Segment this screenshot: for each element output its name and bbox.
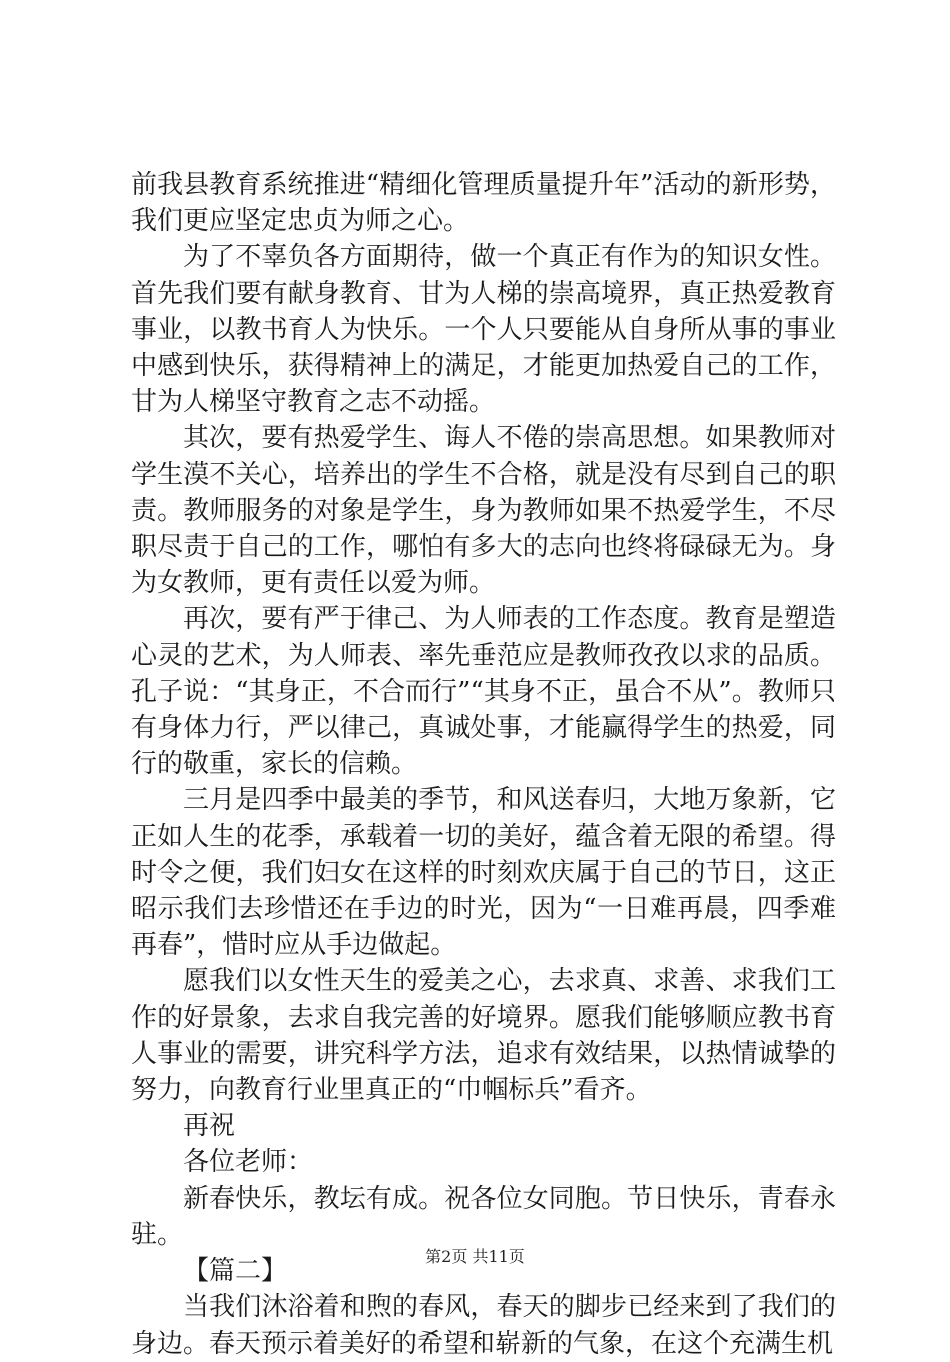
section-heading: 【篇二】 <box>183 1256 288 1287</box>
paragraph-6: 愿我们以女性天生的爱美之心，去求真、求善、求我们工作的好景象，去求自我完善的好境界。愿我们能够顺应教书育人事业的需要，讲究科学方法，追求有效结果，以热情诚挚的努力，向教育行业里真正的“巾帼标兵”看齐。 <box>131 966 836 1106</box>
paragraph-3: 其次，要有热爱学生、诲人不倦的崇高思想。如果教师对学生漠不关心，培养出的学生不合格，就是没有尽到自己的职责。教师服务的对象是学生，身为教师如果不热爱学生，不尽职尽责于自己的工作，哪怕有多大的志向也终将碌碌无为。身为女教师，更有责任以爱为师。 <box>131 423 836 599</box>
closing-wish: 再祝 <box>183 1111 236 1142</box>
salutation: 各位老师： <box>183 1147 314 1178</box>
paragraph-1: 前我县教育系统推进“精细化管理质量提升年”活动的新形势，我们更应坚定忠贞为师之心。 <box>131 170 836 237</box>
paragraph-2: 为了不辜负各方面期待，做一个真正有作为的知识女性。首先我们要有献身教育、甘为人梯的崇高境界，真正热爱教育事业，以教书育人为快乐。一个人只要能从自身所从事的事业中感到快乐，获得精神上的满足，才能更加热爱自己的工作，甘为人梯坚守教育之志不动摇。 <box>131 242 836 418</box>
paragraph-5: 三月是四季中最美的季节，和风送春归，大地万象新，它正如人生的花季，承载着一切的美好，蕴含着无限的希望。得时令之便，我们妇女在这样的时刻欢庆属于自己的节日，这正昭示我们去珍惜还在手边的时光，因为“一日难再晨，四季难再春”，惜时应从手边做起。 <box>131 785 836 961</box>
closing-greeting: 新春快乐，教坛有成。祝各位女同胞。节日快乐，青春永驻。 <box>131 1183 836 1250</box>
paragraph-7: 当我们沐浴着和煦的春风，春天的脚步已经来到了我们的身边。春天预示着美好的希望和崭新的气象，在这个充满生机 <box>131 1292 836 1359</box>
document-body <box>131 167 836 1362</box>
paragraph-4: 再次，要有严于律己、为人师表的工作态度。教育是塑造心灵的艺术，为人师表、率先垂范应是教师孜孜以求的品质。孔子说：“其身正，不合而行”“其身不正，虽合不从”。教师只有身体力行，严以律己，真诚处事，才能赢得学生的热爱，同行的敬重，家长的信赖。 <box>131 604 836 780</box>
page-number: 第2页 共11页 <box>425 1247 525 1266</box>
